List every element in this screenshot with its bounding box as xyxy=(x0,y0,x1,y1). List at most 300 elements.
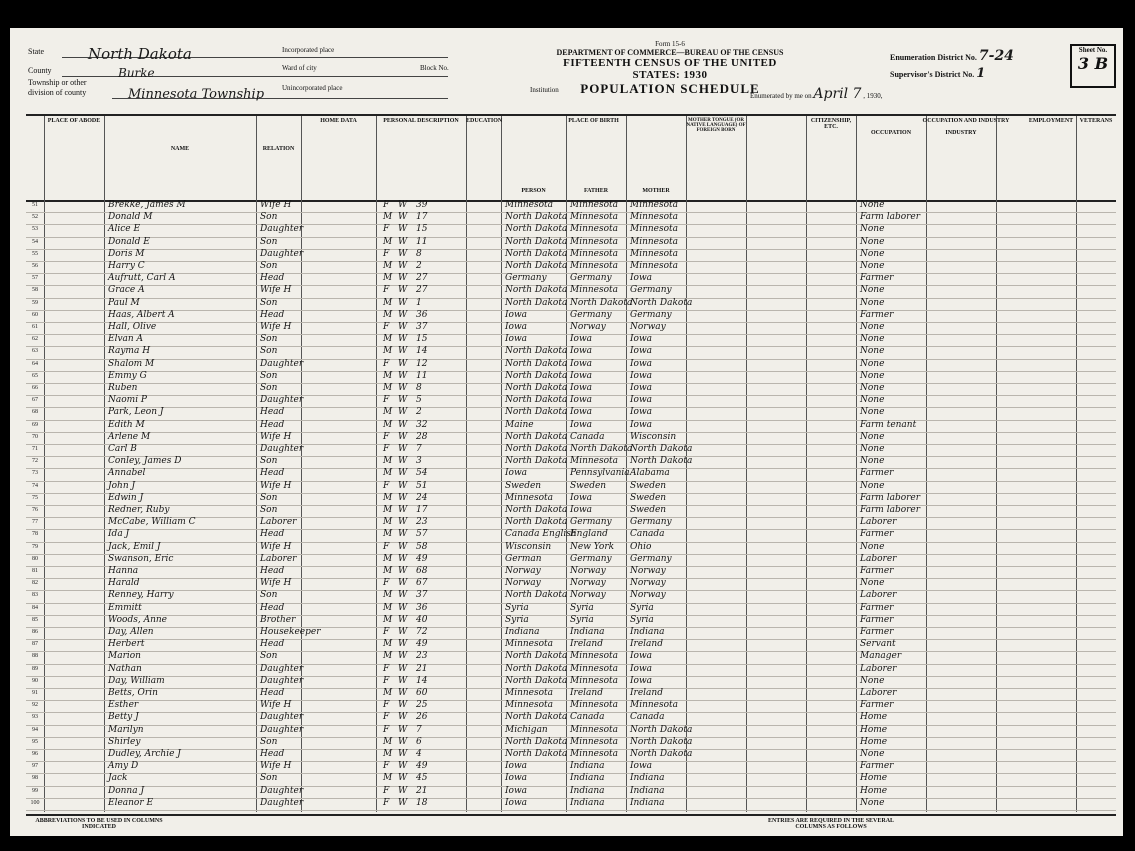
cell-name: Donald E xyxy=(108,236,150,247)
cell-bp: North Dakota xyxy=(505,749,568,759)
cell-fbp: Minnesota xyxy=(570,724,619,735)
cell-age: 17 xyxy=(416,505,428,515)
cell-bp: Iowa xyxy=(505,322,528,332)
cell-mbp: Canada xyxy=(630,529,665,540)
grid-divider xyxy=(104,200,105,812)
cell-race: W xyxy=(398,688,408,698)
cell-fbp: Norway xyxy=(570,590,606,601)
cell-mbp: Iowa xyxy=(630,334,653,345)
ward-label: Ward of city xyxy=(282,64,317,72)
cell-sex: F xyxy=(383,700,390,711)
cell-bp: North Dakota xyxy=(505,395,568,406)
group-mother-tongue: MOTHER TONGUE (OR NATIVE LANGUAGE) OF FOREIGN BORN xyxy=(686,118,746,133)
cell-name: Shalom M xyxy=(108,358,155,369)
cell-mbp: Alabama xyxy=(630,468,670,479)
incorporated-label: Incorporated place xyxy=(282,46,335,54)
cell-name: Elvan A xyxy=(108,334,144,345)
cell-age: 8 xyxy=(416,383,422,393)
census-grid xyxy=(26,200,1116,812)
cell-sex: M xyxy=(383,236,393,247)
cell-bp: Indiana xyxy=(505,627,540,637)
cell-bp: North Dakota xyxy=(505,297,568,308)
enumerated-year: , 1930, xyxy=(863,92,883,100)
cell-mbp: Sweden xyxy=(630,492,667,503)
cell-race: W xyxy=(398,334,408,345)
cell-bp: North Dakota xyxy=(505,663,568,674)
cell-rel: Son xyxy=(260,383,278,393)
cell-race: W xyxy=(398,578,408,589)
sheet-footer xyxy=(26,814,1116,836)
cell-mbp: Minnesota xyxy=(630,248,679,259)
cell-mbp: Minnesota xyxy=(630,224,679,235)
cell-fbp: Norway xyxy=(570,322,606,332)
census-sheet xyxy=(10,28,1123,836)
cell-occ: None xyxy=(860,675,885,686)
supervisor-label: Supervisor's District No. xyxy=(890,70,975,79)
cell-name: Park, Leon J xyxy=(108,407,164,418)
row-number: 76 xyxy=(32,507,38,513)
cell-name: Edwin J xyxy=(108,492,144,503)
cell-occ: None xyxy=(860,334,885,345)
cell-mbp: Iowa xyxy=(630,675,653,686)
group-father: FATHER xyxy=(583,188,609,194)
cell-occ: Farm laborer xyxy=(860,212,921,223)
row-number: 52 xyxy=(32,214,38,221)
col-divider xyxy=(256,116,257,200)
row-number: 73 xyxy=(32,470,38,477)
cell-age: 49 xyxy=(416,553,428,564)
cell-rel: Son xyxy=(260,492,278,503)
cell-occ: Home xyxy=(860,773,888,784)
cell-occ: None xyxy=(860,285,885,296)
cell-bp: Iowa xyxy=(505,468,528,479)
cell-sex: F xyxy=(383,797,390,808)
row-number: 60 xyxy=(32,311,38,318)
cell-rel: Wife H xyxy=(260,285,292,296)
cell-bp: North Dakota xyxy=(505,383,568,393)
cell-fbp: Iowa xyxy=(570,358,593,369)
cell-mbp: Iowa xyxy=(630,761,653,772)
col-divider xyxy=(746,116,747,200)
cell-race: W xyxy=(398,212,408,223)
cell-sex: M xyxy=(383,456,393,467)
cell-sex: M xyxy=(383,749,393,759)
cell-name: Edith M xyxy=(108,419,145,430)
col-divider xyxy=(466,116,467,200)
cell-race: W xyxy=(398,468,408,479)
row-number: 83 xyxy=(32,592,38,599)
cell-occ: Home xyxy=(860,785,888,796)
cell-sex: F xyxy=(383,395,390,406)
cell-sex: F xyxy=(383,444,390,454)
cell-sex: F xyxy=(383,224,390,235)
cell-rel: Head xyxy=(260,529,285,540)
cell-bp: North Dakota xyxy=(505,248,568,259)
row-number: 64 xyxy=(32,360,38,367)
cell-race: W xyxy=(398,358,408,369)
cell-bp: Iowa xyxy=(505,797,528,808)
cell-bp: North Dakota xyxy=(505,407,568,418)
cell-fbp: Indiana xyxy=(570,797,605,808)
cell-fbp: Minnesota xyxy=(570,675,619,686)
cell-bp: Minnesota xyxy=(505,700,554,711)
cell-fbp: Germany xyxy=(570,517,612,528)
cell-bp: Iowa xyxy=(505,334,528,345)
cell-rel: Brother xyxy=(260,614,296,625)
row-number: 69 xyxy=(32,421,38,428)
cell-name: Shirley xyxy=(108,736,141,747)
cell-race: W xyxy=(398,431,408,442)
block-label: Block No. xyxy=(420,64,449,72)
cell-rel: Son xyxy=(260,346,278,357)
cell-occ: None xyxy=(860,297,885,308)
group-person: PERSON xyxy=(521,188,546,194)
cell-sex: M xyxy=(383,773,393,784)
row-number: 79 xyxy=(32,543,38,550)
cell-fbp: Minnesota xyxy=(570,224,619,235)
enum-district-value: 7-24 xyxy=(978,48,1014,64)
cell-name: Brekke, James M xyxy=(108,200,186,210)
cell-name: Amy D xyxy=(108,761,139,772)
cell-age: 60 xyxy=(416,688,428,698)
entries-note: ENTRIES ARE REQUIRED IN THE SEVERAL COLUMNS AS FOLLOWS xyxy=(767,818,895,830)
row-number: 57 xyxy=(32,275,38,282)
cell-sex: F xyxy=(383,785,390,796)
cell-race: W xyxy=(398,724,408,735)
cell-occ: Home xyxy=(860,736,888,747)
cell-age: 25 xyxy=(416,700,428,711)
cell-age: 1 xyxy=(416,297,422,308)
cell-occ: Farm laborer xyxy=(860,492,921,503)
enum-district-label: Enumeration District No. xyxy=(890,53,977,62)
cell-fbp: Canada xyxy=(570,431,605,442)
cell-occ: None xyxy=(860,431,885,442)
cell-race: W xyxy=(398,675,408,686)
cell-sex: M xyxy=(383,553,393,564)
cell-fbp: Minnesota xyxy=(570,663,619,674)
cell-name: Ruben xyxy=(108,383,138,393)
cell-fbp: Minnesota xyxy=(570,261,619,271)
grid-divider xyxy=(466,200,467,812)
group-veterans: VETERANS xyxy=(1079,118,1113,124)
cell-mbp: Iowa xyxy=(630,651,653,662)
cell-mbp: North Dakota xyxy=(630,444,693,454)
cell-bp: Syria xyxy=(505,602,529,613)
cell-race: W xyxy=(398,444,408,454)
cell-occ: Farmer xyxy=(860,700,894,711)
row-number: 61 xyxy=(32,324,38,330)
cell-name: Grace A xyxy=(108,285,145,296)
township-label: Township or other division of county xyxy=(28,78,87,97)
cell-rel: Daughter xyxy=(260,785,304,796)
cell-occ: None xyxy=(860,407,885,418)
cell-rel: Son xyxy=(260,236,278,247)
cell-age: 14 xyxy=(416,346,428,357)
row-number: 98 xyxy=(32,775,38,782)
cell-age: 58 xyxy=(416,541,428,552)
unincorporated-label: Unincorporated place xyxy=(282,84,343,92)
cell-occ: None xyxy=(860,395,885,406)
cell-age: 49 xyxy=(416,639,428,650)
cell-name: Rayma H xyxy=(108,346,151,357)
cell-occ: None xyxy=(860,749,885,759)
cell-name: Marilyn xyxy=(108,724,144,735)
cell-sex: F xyxy=(383,663,390,674)
cell-age: 21 xyxy=(416,785,428,796)
cell-sex: M xyxy=(383,505,393,515)
col-divider xyxy=(376,116,377,200)
cell-age: 6 xyxy=(416,736,422,747)
cell-race: W xyxy=(398,700,408,711)
cell-rel: Daughter xyxy=(260,358,304,369)
cell-mbp: Norway xyxy=(630,566,666,576)
cell-bp: North Dakota xyxy=(505,285,568,296)
cell-age: 57 xyxy=(416,529,428,540)
cell-occ: None xyxy=(860,578,885,589)
cell-mbp: Iowa xyxy=(630,407,653,418)
supervisor-value: 1 xyxy=(976,66,986,81)
col-divider xyxy=(44,116,45,200)
cell-rel: Wife H xyxy=(260,431,292,442)
cell-mbp: North Dakota xyxy=(630,749,693,759)
cell-name: Jack, Emil J xyxy=(108,541,161,552)
cell-name: Donald M xyxy=(108,212,153,223)
cell-rel: Housekeeper xyxy=(260,627,321,637)
row-number: 55 xyxy=(32,250,38,257)
grid-divider xyxy=(856,200,857,812)
cell-fbp: England xyxy=(570,529,608,540)
cell-mbp: Syria xyxy=(630,614,654,625)
col-divider xyxy=(996,116,997,200)
cell-race: W xyxy=(398,736,408,747)
cell-mbp: Syria xyxy=(630,602,654,613)
grid-divider xyxy=(926,200,927,812)
cell-age: 4 xyxy=(416,749,422,759)
cell-race: W xyxy=(398,651,408,662)
cell-bp: North Dakota xyxy=(505,431,568,442)
cell-occ: None xyxy=(860,346,885,357)
cell-rel: Wife H xyxy=(260,322,292,332)
cell-bp: Norway xyxy=(505,578,541,589)
cell-occ: None xyxy=(860,456,885,467)
cell-name: Dudley, Archie J xyxy=(108,749,181,759)
group-occupation: OCCUPATION AND INDUSTRY xyxy=(922,118,1010,124)
township-value: Minnesota Township xyxy=(128,87,265,102)
cell-bp: Minnesota xyxy=(505,200,554,210)
grid-divider xyxy=(686,200,687,812)
cell-mbp: Iowa xyxy=(630,273,653,284)
cell-sex: M xyxy=(383,566,393,576)
cell-age: 23 xyxy=(416,517,428,528)
cell-occ: None xyxy=(860,200,885,210)
cell-mbp: Minnesota xyxy=(630,236,679,247)
cell-age: 17 xyxy=(416,212,428,223)
cell-age: 37 xyxy=(416,590,428,601)
cell-rel: Daughter xyxy=(260,675,304,686)
cell-occ: Farm laborer xyxy=(860,505,921,515)
cell-mbp: North Dakota xyxy=(630,456,693,467)
cell-mbp: Canada xyxy=(630,712,665,723)
cell-sex: F xyxy=(383,675,390,686)
cell-fbp: Minnesota xyxy=(570,212,619,223)
cell-bp: German xyxy=(505,553,542,564)
cell-sex: M xyxy=(383,688,393,698)
cell-bp: Germany xyxy=(505,273,547,284)
cell-name: Aufrutt, Carl A xyxy=(108,273,176,284)
cell-sex: F xyxy=(383,541,390,552)
cell-age: 2 xyxy=(416,261,422,271)
group-name: NAME xyxy=(170,146,190,152)
cell-name: Annabel xyxy=(108,468,146,479)
row-number: 74 xyxy=(32,482,38,489)
cell-sex: M xyxy=(383,651,393,662)
cell-name: Hall, Olive xyxy=(108,322,157,332)
cell-fbp: Minnesota xyxy=(570,700,619,711)
cell-occ: Laborer xyxy=(860,663,897,674)
cell-bp: North Dakota xyxy=(505,212,568,223)
state-row xyxy=(28,42,448,61)
cell-mbp: Germany xyxy=(630,553,672,564)
cell-rel: Son xyxy=(260,370,278,381)
cell-mbp: Indiana xyxy=(630,627,665,637)
row-number: 66 xyxy=(32,385,38,391)
cell-race: W xyxy=(398,419,408,430)
cell-fbp: North Dakota xyxy=(570,444,633,454)
group-citizenship: CITIZENSHIP, ETC. xyxy=(810,118,852,130)
state-label: State xyxy=(28,47,44,56)
row-number: 78 xyxy=(32,531,38,538)
cell-age: 36 xyxy=(416,309,428,320)
group-mother: MOTHER xyxy=(642,188,670,194)
group-occ: OCCUPATION xyxy=(870,130,912,136)
cell-fbp: Germany xyxy=(570,273,612,284)
cell-age: 7 xyxy=(416,444,422,454)
cell-occ: Farmer xyxy=(860,602,894,613)
cell-fbp: Sweden xyxy=(570,480,607,491)
cell-fbp: Germany xyxy=(570,553,612,564)
cell-race: W xyxy=(398,456,408,467)
cell-occ: Farmer xyxy=(860,627,894,637)
cell-sex: M xyxy=(383,517,393,528)
cell-occ: Manager xyxy=(860,651,902,662)
cell-bp: North Dakota xyxy=(505,590,568,601)
cell-occ: Farmer xyxy=(860,309,894,320)
cell-rel: Daughter xyxy=(260,444,304,454)
cell-rel: Wife H xyxy=(260,578,292,589)
cell-fbp: Norway xyxy=(570,566,606,576)
cell-age: 72 xyxy=(416,627,428,637)
cell-age: 68 xyxy=(416,566,428,576)
cell-mbp: Indiana xyxy=(630,797,665,808)
row-number: 100 xyxy=(30,799,40,806)
cell-rel: Daughter xyxy=(260,797,304,808)
cell-age: 15 xyxy=(416,334,428,345)
row-number: 86 xyxy=(32,629,38,635)
cell-mbp: Minnesota xyxy=(630,212,679,223)
cell-mbp: Minnesota xyxy=(630,261,679,271)
cell-sex: F xyxy=(383,200,390,210)
cell-race: W xyxy=(398,785,408,796)
row-number: 91 xyxy=(32,690,38,696)
cell-age: 11 xyxy=(416,370,428,381)
cell-name: Doris M xyxy=(108,248,145,259)
cell-age: 2 xyxy=(416,407,422,418)
county-label: County xyxy=(28,66,52,75)
cell-mbp: Iowa xyxy=(630,395,653,406)
cell-race: W xyxy=(398,602,408,613)
cell-age: 67 xyxy=(416,578,428,589)
cell-bp: North Dakota xyxy=(505,505,568,515)
cell-age: 18 xyxy=(416,797,428,808)
cell-fbp: North Dakota xyxy=(570,297,633,308)
cell-race: W xyxy=(398,492,408,503)
cell-age: 26 xyxy=(416,712,428,723)
cell-name: Harry C xyxy=(108,261,145,271)
cell-occ: None xyxy=(860,261,885,271)
cell-fbp: Minnesota xyxy=(570,200,619,210)
cell-bp: Maine xyxy=(505,419,534,430)
cell-bp: Sweden xyxy=(505,480,542,491)
row-number: 71 xyxy=(32,446,38,452)
cell-race: W xyxy=(398,529,408,540)
cell-fbp: Pennsylvania xyxy=(570,468,630,479)
cell-occ: None xyxy=(860,370,885,381)
row-rule xyxy=(26,810,1116,811)
row-number: 87 xyxy=(32,641,38,648)
cell-sex: M xyxy=(383,370,393,381)
cell-race: W xyxy=(398,285,408,296)
cell-name: Day, William xyxy=(108,675,165,686)
cell-rel: Daughter xyxy=(260,248,304,259)
group-home-data: HOME DATA xyxy=(320,118,357,124)
cell-age: 45 xyxy=(416,773,428,784)
cell-rel: Wife H xyxy=(260,761,292,772)
cell-mbp: Ireland xyxy=(630,639,663,650)
cell-bp: Minnesota xyxy=(505,639,554,650)
cell-age: 27 xyxy=(416,285,428,296)
cell-occ: Farmer xyxy=(860,468,894,479)
cell-sex: M xyxy=(383,309,393,320)
cell-fbp: Minnesota xyxy=(570,456,619,467)
cell-bp: North Dakota xyxy=(505,736,568,747)
cell-name: Haas, Albert A xyxy=(108,309,175,320)
cell-bp: North Dakota xyxy=(505,261,568,271)
county-value: Burke xyxy=(118,66,155,80)
cell-rel: Son xyxy=(260,297,278,308)
row-number: 63 xyxy=(32,348,38,355)
group-personal: PERSONAL DESCRIPTION xyxy=(383,118,459,124)
cell-rel: Head xyxy=(260,309,285,320)
cell-age: 49 xyxy=(416,761,428,772)
grid-divider xyxy=(376,200,377,812)
cell-sex: F xyxy=(383,627,390,637)
group-education: EDUCATION xyxy=(466,118,503,124)
cell-occ: None xyxy=(860,480,885,491)
form-number: Form 15-6 xyxy=(655,40,685,48)
grid-divider xyxy=(1076,200,1077,812)
cell-race: W xyxy=(398,370,408,381)
cell-bp: Iowa xyxy=(505,309,528,320)
col-divider xyxy=(301,116,302,200)
cell-fbp: Canada xyxy=(570,712,605,723)
cell-sex: M xyxy=(383,407,393,418)
cell-fbp: Minnesota xyxy=(570,749,619,759)
cell-age: 39 xyxy=(416,200,428,210)
row-number: 81 xyxy=(32,568,38,574)
row-number: 77 xyxy=(32,519,38,526)
cell-rel: Son xyxy=(260,334,278,345)
cell-race: W xyxy=(398,236,408,247)
